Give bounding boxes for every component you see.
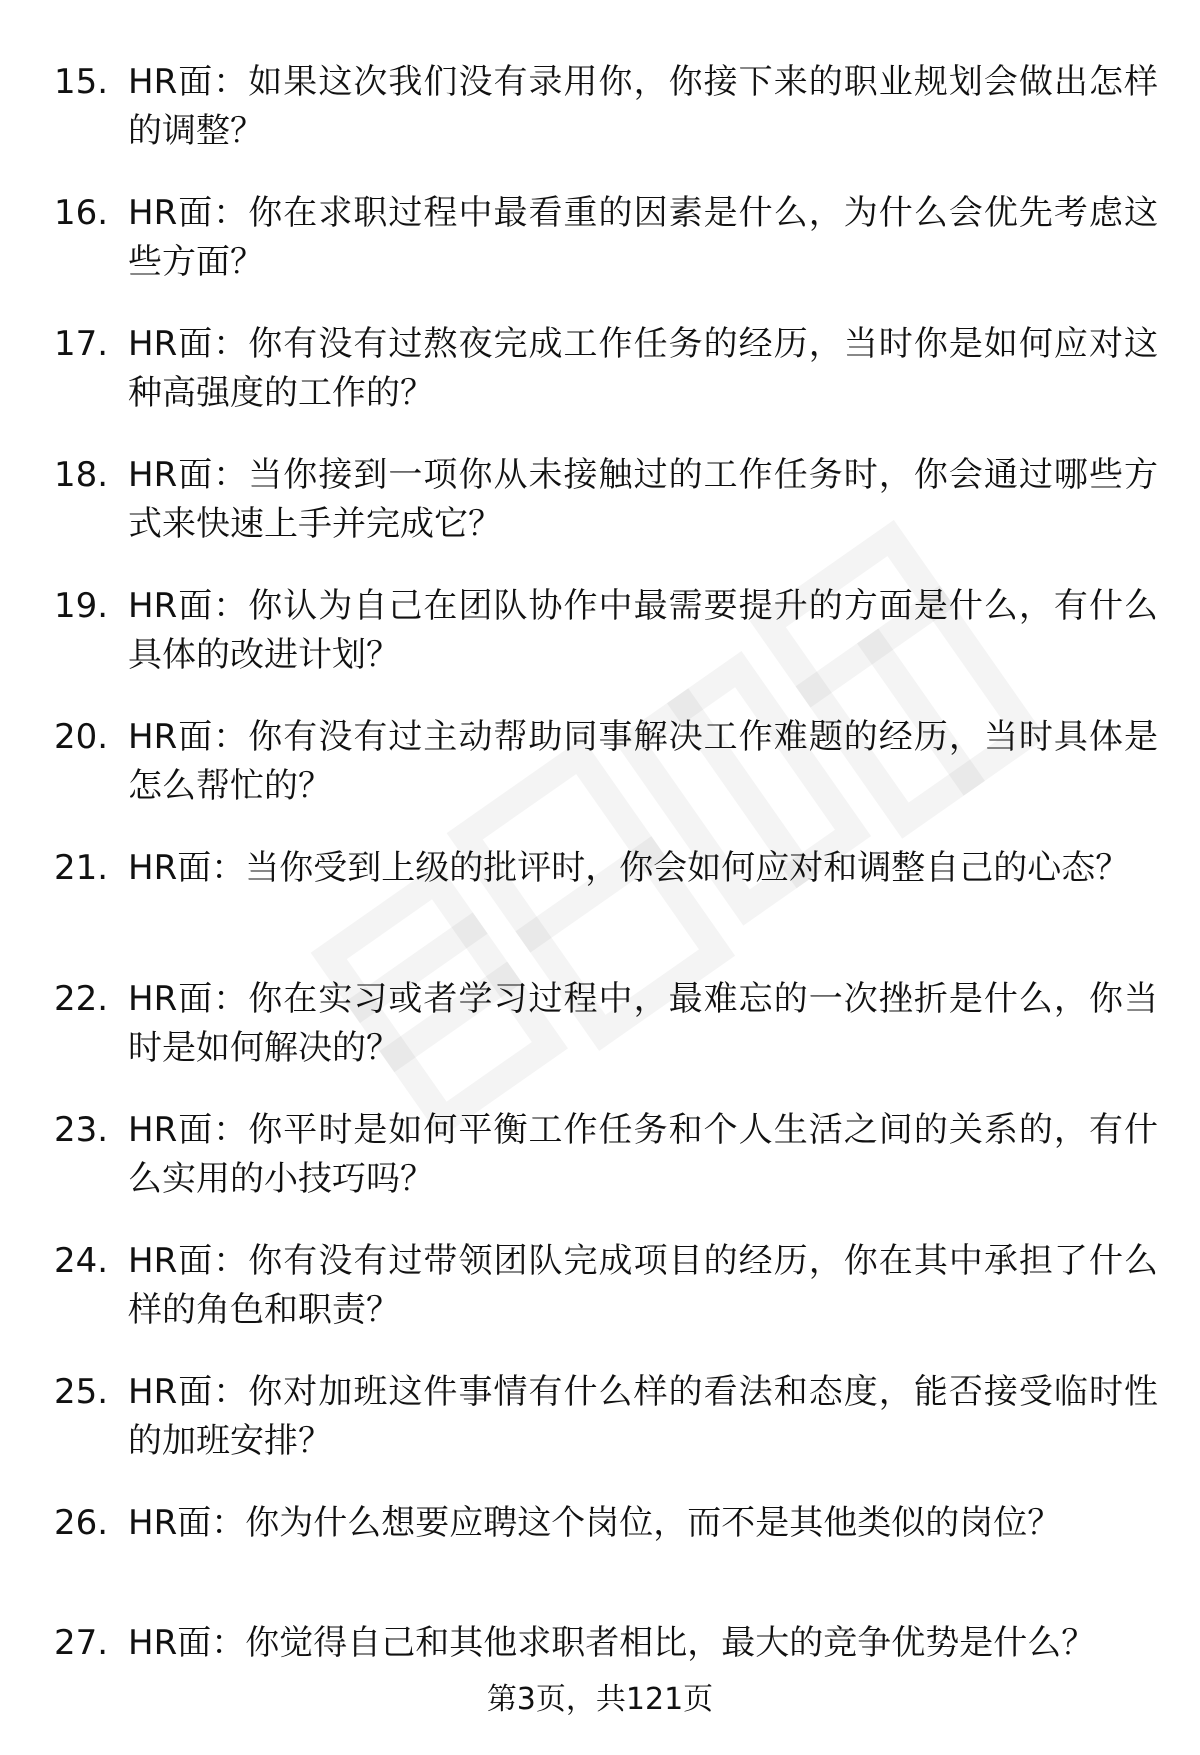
item-text: HR面：你在求职过程中最看重的因素是什么，为什么会优先考虑这些方面？ [128,193,1158,282]
item-text: HR面：你平时是如何平衡工作任务和个人生活之间的关系的，有什么实用的小技巧吗？ [128,1110,1158,1199]
item-number: 25. [54,1372,109,1412]
item-number: 20. [54,717,109,757]
item-text: HR面：如果这次我们没有录用你，你接下来的职业规划会做出怎样的调整？ [128,62,1158,151]
item-text: HR面：你有没有过主动帮助同事解决工作难题的经历，当时具体是怎么帮忙的？ [128,717,1158,806]
item-number: 15. [54,62,109,102]
item-text: HR面：你为什么想要应聘这个岗位，而不是其他类似的岗位？ [128,1503,1062,1543]
item-number: 21. [54,848,109,888]
list-item [0,1106,1200,1237]
item-number: 19. [54,586,109,626]
item-text: HR面：你对加班这件事情有什么样的看法和态度，能否接受临时性的加班安排？ [128,1372,1158,1461]
list-item [0,713,1200,844]
question-list [0,58,1200,1739]
page-footer: 第3页，共121页 [486,1682,714,1717]
list-item [0,320,1200,451]
item-number: 16. [54,193,109,233]
item-number: 26. [54,1503,109,1543]
list-item [0,582,1200,713]
item-number: 24. [54,1241,109,1281]
list-item [0,1368,1200,1499]
item-number: 27. [54,1623,109,1663]
item-number: 17. [54,324,109,364]
item-text: HR面：你在实习或者学习过程中，最难忘的一次挫折是什么，你当时是如何解决的？ [128,979,1158,1068]
item-number: 22. [54,979,109,1019]
list-item [0,58,1200,189]
list-item [0,844,1200,975]
list-item [0,975,1200,1106]
list-item [0,1619,1200,1739]
item-text: HR面：你觉得自己和其他求职者相比，最大的竞争优势是什么？ [128,1623,1096,1663]
list-item [0,189,1200,320]
item-number: 23. [54,1110,109,1150]
item-text: HR面：当你受到上级的批评时，你会如何应对和调整自己的心态？ [128,848,1130,888]
list-item [0,451,1200,582]
item-text: HR面：你有没有过熬夜完成工作任务的经历，当时你是如何应对这种高强度的工作的？ [128,324,1158,413]
item-text: HR面：你有没有过带领团队完成项目的经历，你在其中承担了什么样的角色和职责？ [128,1241,1158,1330]
item-text: HR面：当你接到一项你从未接触过的工作任务时，你会通过哪些方式来快速上手并完成它？ [128,455,1158,544]
item-number: 18. [54,455,109,495]
list-item [0,1237,1200,1368]
list-item [0,1499,1200,1619]
item-text: HR面：你认为自己在团队协作中最需要提升的方面是什么，有什么具体的改进计划？ [128,586,1158,675]
